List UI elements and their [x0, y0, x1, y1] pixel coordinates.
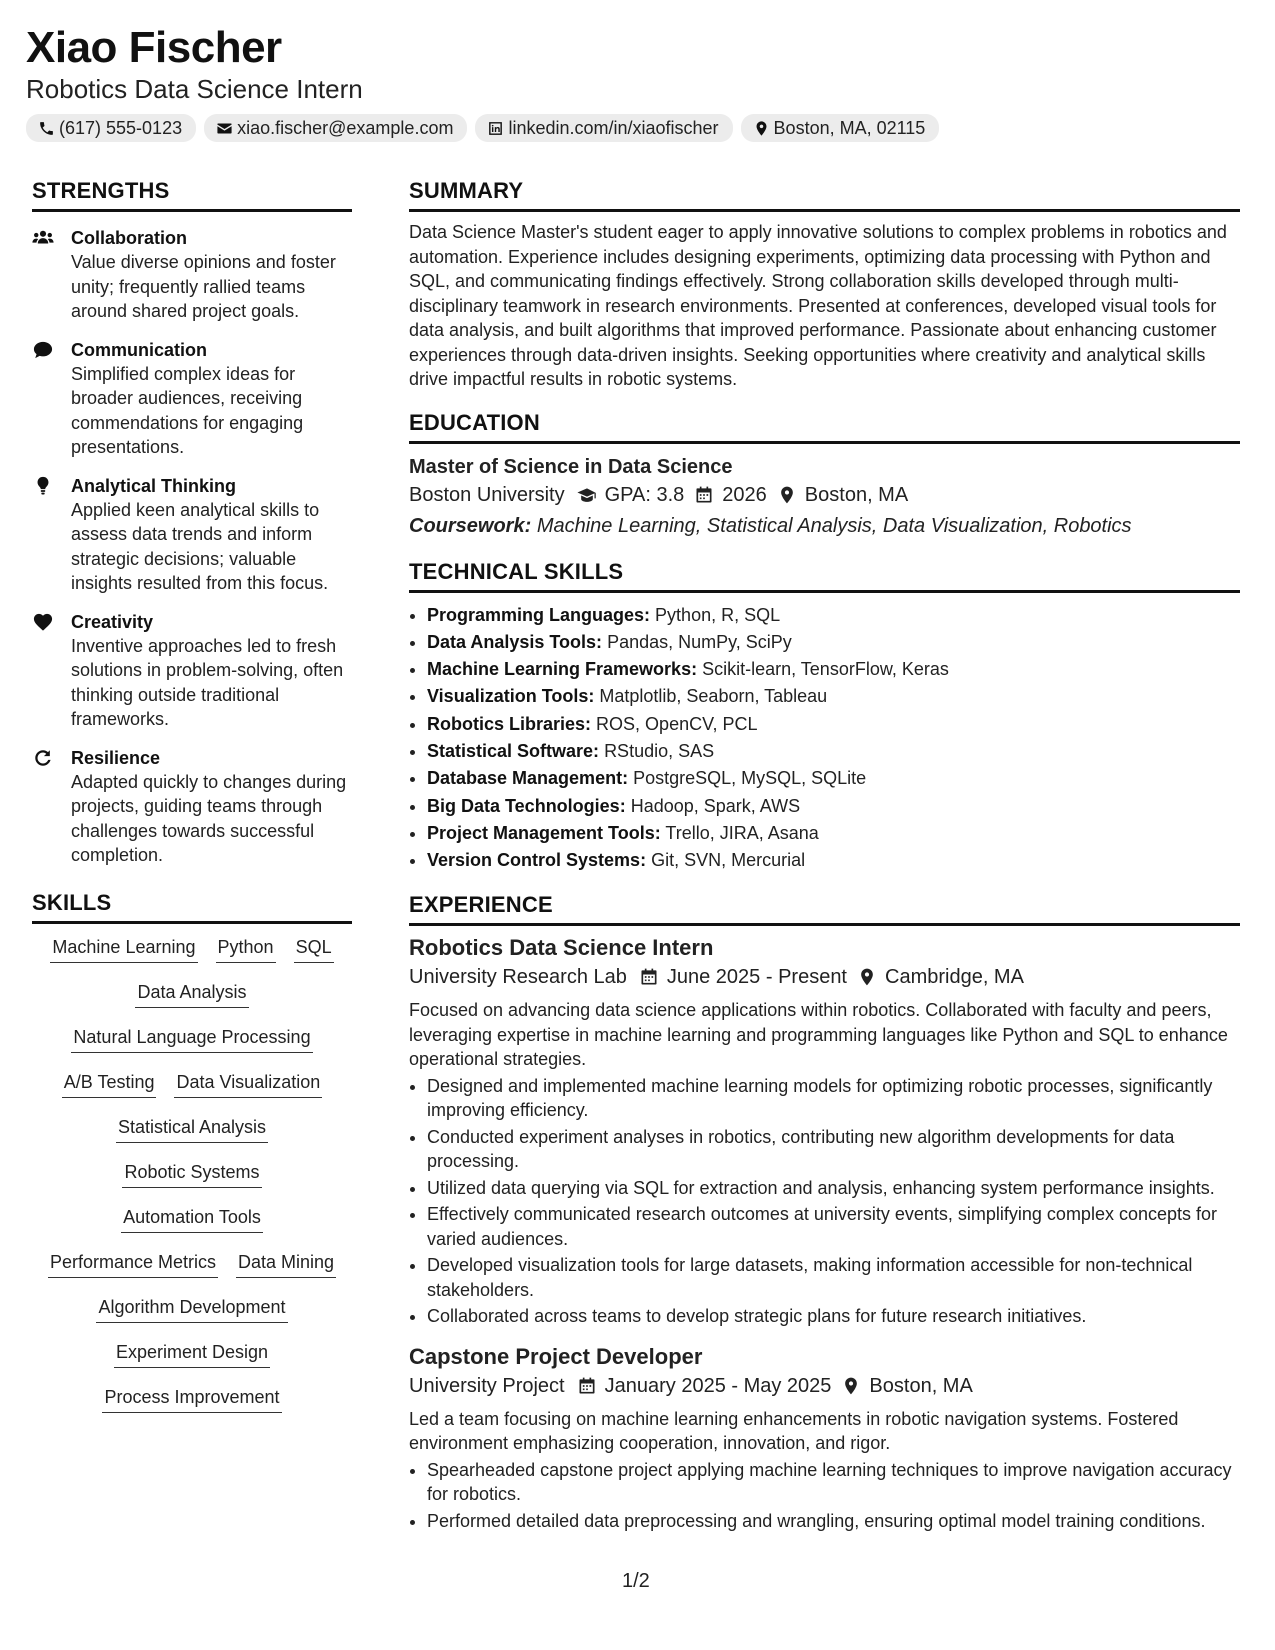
education-section [409, 410, 1240, 541]
job-bullets [409, 1458, 1240, 1534]
redo-icon [32, 748, 54, 768]
skill-tag: Statistical Analysis [116, 1114, 268, 1143]
skill-tag: Data Visualization [174, 1069, 322, 1098]
strength-name: Creativity [71, 611, 154, 632]
skill-values: Matplotlib, Seaborn, Tableau [599, 686, 828, 707]
skill-values: Hadoop, Spark, AWS [630, 795, 801, 816]
location-pin-icon [857, 967, 877, 987]
strengths-heading: STRENGTHS [32, 178, 352, 212]
candidate-name: Xiao Fischer [26, 23, 282, 72]
right-column [409, 178, 1240, 1535]
job-organization: University Research Lab [409, 966, 627, 989]
skill-values: Scikit-learn, TensorFlow, Keras [702, 659, 949, 680]
skill-tag: Robotic Systems [122, 1159, 261, 1188]
skill-tag: Python [216, 934, 276, 963]
list-item [427, 847, 1240, 874]
strengths-list [32, 226, 352, 868]
list-item: • Collaborated across teams to develop strategic plans for future research initiatives. [427, 1304, 1240, 1329]
job-description: Led a team focusing on machine learning enhancements in robotic navigation systems. Fostered environment emphasizing cooperation, innovation, and rigor. [409, 1408, 1179, 1454]
strength-item [32, 226, 352, 324]
list-item [427, 683, 1240, 710]
job-organization: University Project [409, 1374, 565, 1397]
job-title: Capstone Project Developer [409, 1343, 703, 1369]
strength-description: Simplified complex ideas for broader audiences, receiving commendations for engaging presentations. [71, 363, 304, 457]
phone-icon [38, 120, 55, 137]
speech-bubble-icon [32, 340, 54, 360]
skill-category: Visualization Tools: [427, 686, 595, 707]
coursework-list: Machine Learning, Statistical Analysis, Data Visualization, Robotics [536, 514, 1132, 537]
skill-tag: Natural Language Processing [71, 1024, 312, 1053]
list-item: • Conducted experiment analyses in robotics, contributing new algorithm developments for data processing. [427, 1125, 1240, 1174]
location-pin-icon [841, 1376, 861, 1396]
list-item: • Spearheaded capstone project applying machine learning techniques to improve navigation accuracy for robotics. [427, 1458, 1240, 1507]
job-description: Focused on advancing data science applications within robotics. Collaborated with faculty and peers, leveraging expertise in machine learning and programming languages like Python and SQL to enhance operational strategies. [409, 1000, 1228, 1070]
skill-category: Statistical Software: [427, 740, 600, 761]
strength-name: Collaboration [71, 228, 187, 248]
education-heading: EDUCATION [409, 410, 1240, 444]
strength-item [32, 474, 352, 596]
strength-item [32, 746, 352, 868]
list-item [427, 738, 1240, 765]
job-entry [409, 1343, 1240, 1534]
users-icon [32, 228, 54, 248]
skill-tag: Automation Tools [121, 1204, 263, 1233]
gpa: GPA: 3.8 [604, 483, 685, 506]
contact-phone[interactable] [26, 114, 196, 142]
skill-tag: Experiment Design [114, 1339, 270, 1368]
skill-values: ROS, OpenCV, PCL [596, 713, 758, 734]
strength-name: Communication [71, 339, 208, 360]
job-title: Robotics Data Science Intern [409, 935, 714, 961]
education-meta [409, 480, 1240, 510]
list-item [427, 629, 1240, 656]
skill-tag: Process Improvement [102, 1384, 281, 1413]
school-name: Boston University [409, 483, 565, 506]
summary-text: Data Science Master's student eager to apply innovative solutions to complex problems in robotics and automation. Experience includes designing experiments, optimizing data processing with Python and SQL, and communicating findings effectively. Strong collaboration skills developed through multi-disciplinary teamwork in research environments. Presented at conferences, developed visual tools for data analysis, and built algorithms that improved performance. Passionate about enhancing customer experiences through data-driven insights. Seeking opportunities where creativity and analytical skills drive impactful results in robotic systems. [409, 222, 1227, 389]
skill-category: Machine Learning Frameworks: [427, 659, 698, 680]
job-meta [409, 962, 1240, 992]
skill-values: Git, SVN, Mercurial [651, 850, 806, 871]
skill-category: Robotics Libraries: [427, 713, 592, 734]
skill-category: Data Analysis Tools: [427, 631, 603, 652]
list-item: • Performed detailed data preprocessing and wrangling, ensuring optimal model training conditions. [427, 1509, 1240, 1534]
skill-category: Big Data Technologies: [427, 795, 626, 816]
job-bullets [409, 1074, 1240, 1329]
skill-values: Python, R, SQL [655, 604, 781, 625]
list-item: • Effectively communicated research outcomes at university events, simplifying complex concepts for varied audiences. [427, 1202, 1240, 1251]
job-entry [409, 934, 1240, 1329]
list-item: • Utilized data querying via SQL for extraction and analysis, enhancing system performance insights. [427, 1176, 1240, 1201]
experience-section [409, 892, 1240, 1533]
summary-heading: SUMMARY [409, 178, 1240, 212]
strength-description: Applied keen analytical skills to assess data trends and inform strategic decisions; valuable insights resulted from this focus. [71, 499, 329, 593]
skills-section [32, 890, 352, 1429]
contact-bar [26, 114, 1226, 142]
strength-description: Value diverse opinions and foster unity; frequently rallied teams around shared project goals. [71, 252, 336, 321]
contact-location [741, 114, 940, 142]
job-location: Boston, MA [869, 1374, 973, 1397]
strength-name: Resilience [71, 747, 161, 768]
list-item: • Developed visualization tools for large datasets, making information accessible for non-technical stakeholders. [427, 1253, 1240, 1302]
list-item [427, 602, 1240, 629]
skill-tag: Data Analysis [135, 979, 248, 1008]
skill-tag: Performance Metrics [48, 1249, 218, 1278]
job-meta [409, 1371, 1240, 1401]
skill-values: PostgreSQL, MySQL, SQLite [633, 768, 867, 789]
summary-section [409, 178, 1240, 392]
job-location: Cambridge, MA [885, 966, 1024, 989]
resume-header [26, 22, 1226, 142]
strength-name: Analytical Thinking [71, 475, 237, 496]
list-item [427, 793, 1240, 820]
skill-tag: Data Mining [236, 1249, 336, 1278]
skill-values: RStudio, SAS [604, 740, 715, 761]
education-location: Boston, MA [804, 483, 909, 506]
contact-location-text: Boston, MA, 02115 [773, 117, 926, 138]
list-item: • Designed and implemented machine learning models for optimizing robotic processes, significantly improving efficiency. [427, 1074, 1240, 1123]
skill-tag: A/B Testing [62, 1069, 157, 1098]
calendar-icon [639, 967, 659, 987]
skill-category: Database Management: [427, 768, 629, 789]
contact-phone-text: (617) 555-0123 [59, 117, 183, 138]
lightbulb-icon [32, 476, 54, 496]
left-column [32, 178, 352, 1429]
skill-category: Project Management Tools: [427, 822, 661, 843]
strength-item [32, 338, 352, 460]
skills-tag-cloud [32, 934, 352, 1429]
calendar-icon [694, 485, 714, 505]
technical-skills-section [409, 559, 1240, 875]
strength-description: Inventive approaches led to fresh solutions in problem-solving, often thinking outside traditional frameworks. [71, 635, 344, 729]
job-dates: June 2025 - Present [666, 966, 847, 989]
skill-tag: Machine Learning [50, 934, 197, 963]
skill-tag: SQL [294, 934, 334, 963]
job-dates: January 2025 - May 2025 [604, 1374, 832, 1397]
strength-item [32, 610, 352, 732]
list-item [427, 711, 1240, 738]
coursework-label: Coursework: [409, 514, 532, 537]
skill-tag: Algorithm Development [96, 1294, 287, 1323]
degree-name: Master of Science in Data Science [409, 455, 733, 478]
skill-values: Trello, JIRA, Asana [665, 822, 819, 843]
skills-heading: SKILLS [32, 890, 352, 924]
contact-email-text: xiao.fischer@example.com [237, 117, 454, 138]
location-pin-icon [753, 120, 770, 137]
page-number: 1/2 [622, 1570, 650, 1592]
contact-email[interactable] [204, 114, 467, 142]
list-item [427, 656, 1240, 683]
candidate-title: Robotics Data Science Intern [26, 74, 363, 104]
experience-heading: EXPERIENCE [409, 892, 1240, 926]
heart-icon [32, 612, 54, 632]
list-item [427, 765, 1240, 792]
skill-category: Programming Languages: [427, 604, 651, 625]
contact-linkedin[interactable] [475, 114, 732, 142]
strength-description: Adapted quickly to changes during projects, guiding teams through challenges towards successful completion. [71, 771, 347, 865]
graduation-year: 2026 [722, 483, 767, 506]
graduation-cap-icon [577, 485, 597, 505]
envelope-icon [216, 120, 233, 137]
technical-skills-list [409, 602, 1240, 875]
linkedin-icon [487, 120, 504, 137]
technical-skills-heading: TECHNICAL SKILLS [409, 559, 1240, 593]
coursework [409, 511, 1240, 541]
list-item [427, 820, 1240, 847]
skill-values: Pandas, NumPy, SciPy [607, 631, 792, 652]
contact-linkedin-text: linkedin.com/in/xiaofischer [508, 117, 719, 138]
location-pin-icon [777, 485, 797, 505]
skill-category: Version Control Systems: [427, 850, 647, 871]
calendar-icon [577, 1376, 597, 1396]
